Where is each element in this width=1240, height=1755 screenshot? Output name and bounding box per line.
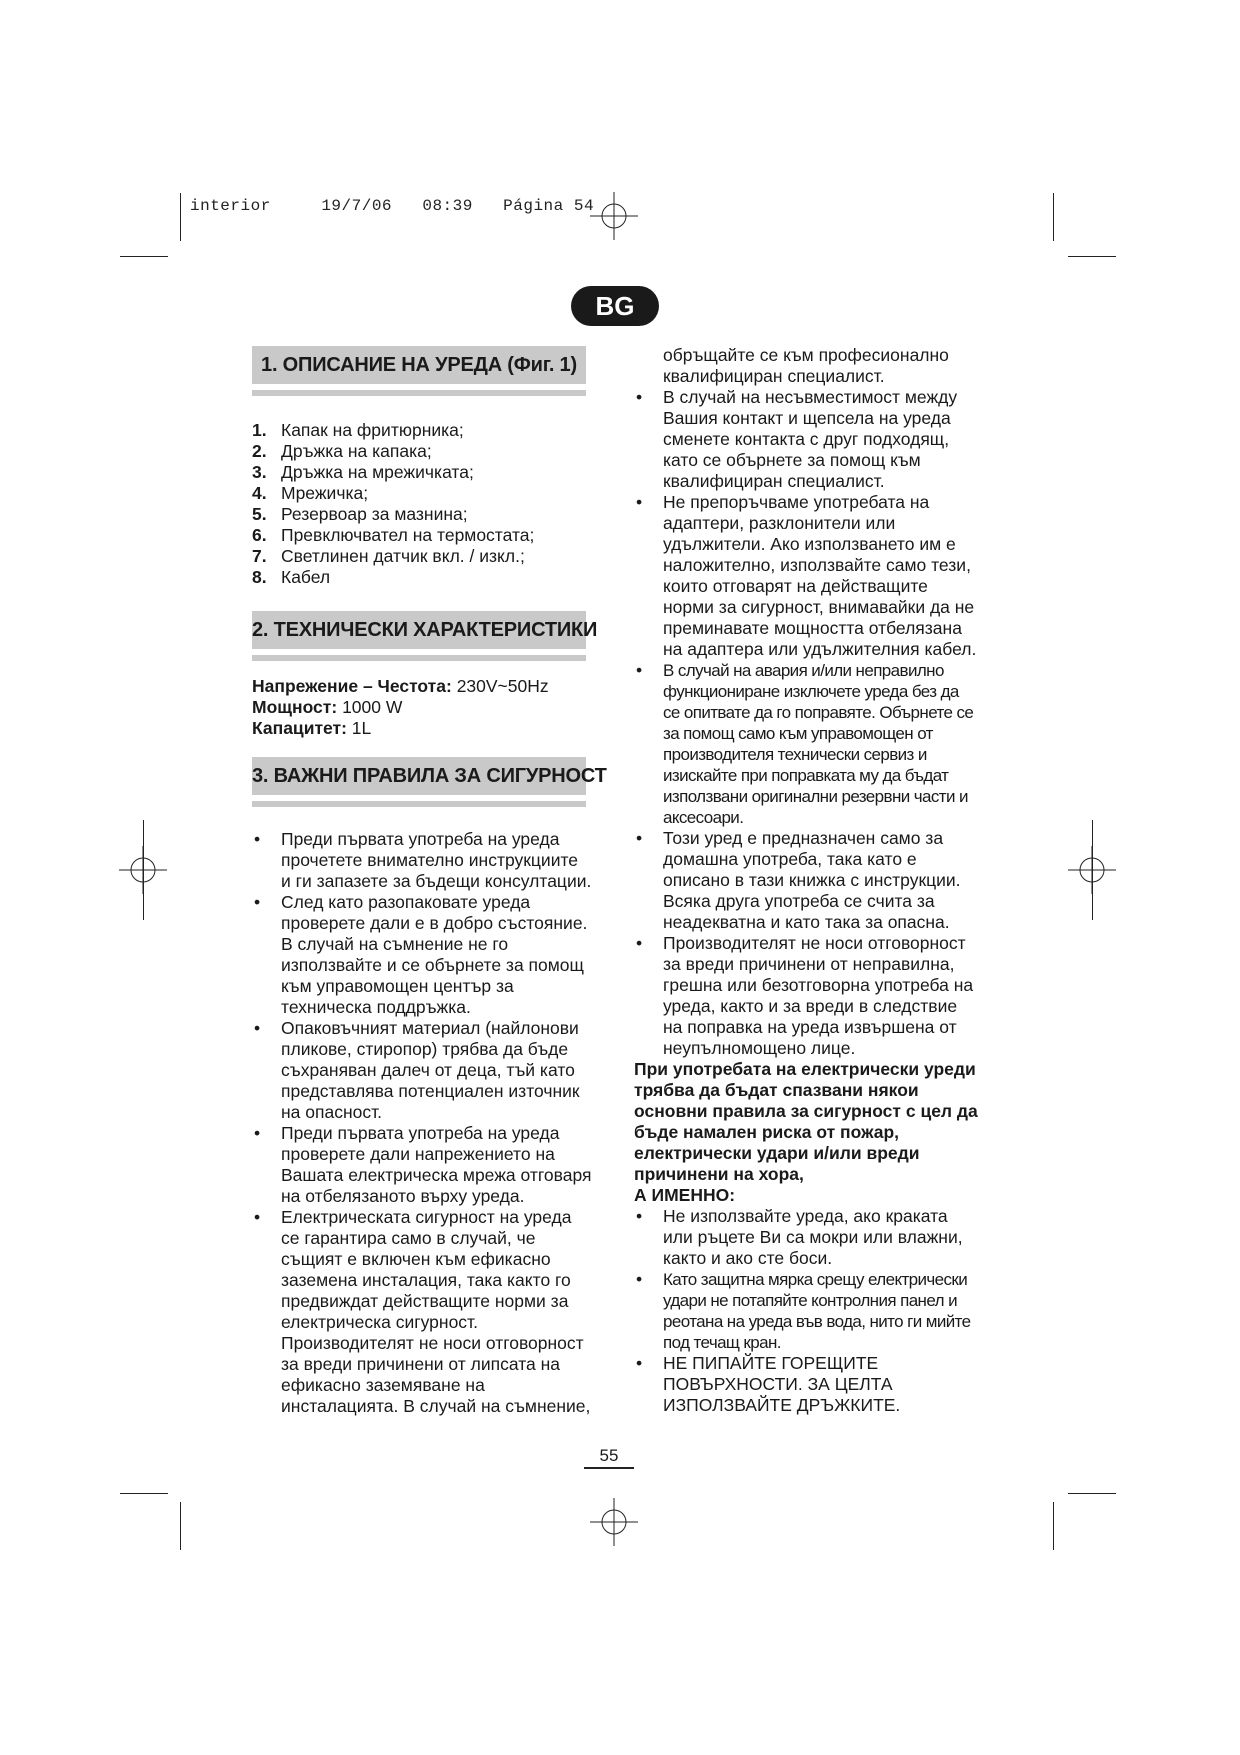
bullet-item [634,492,979,660]
bullet-text: Не препоръчваме употребата на адаптери, разклонители или удължители. Ако използването им е наложително, използвайте само тези, които отговарят на действащите норми за сигурност, внимавайки да не преминавате мощността отбелязана на адаптера или удължителния кабел. [663,492,977,659]
crop-mark [1053,1502,1054,1550]
item-number: 4. [252,483,267,503]
bullet-glyph: • [636,1269,643,1289]
spec-label: Капацитет: [252,718,347,738]
crop-mark [1068,256,1116,257]
section-rule [252,655,586,661]
bold-safety-label: А ИМЕННО: [634,1185,736,1205]
spec-label: Мощност: [252,697,338,717]
bullet-glyph: • [254,829,261,849]
bullet-glyph: • [636,1206,643,1226]
bullet-text: Като защитна мярка срещу електрически удари не потапяйте контролния панел и реотана на уреда във вода, нито ги мийте под течащ кран. [663,1270,971,1352]
crop-mark [180,1502,181,1550]
item-text: Светлинен датчик вкл. / изкл.; [281,546,525,566]
bold-safety-paragraph: При употребата на електрически уреди трябва да бъдат спазвани някои основни правила за сигурност с цел да бъде намален риска от пожар, електрически удари и/или вреди причинени на хора, [634,1059,978,1184]
bullet-glyph: • [254,1123,261,1143]
list-item [252,462,592,483]
registration-mark-bottom [590,1498,638,1546]
bullet-item [634,1206,979,1269]
section-rule [252,390,586,396]
bullet-text: Опаковъчният материал (найлонови пликове, стиропор) трябва да бъде съхраняван далеч от деца, тъй като представлява потенциален източник на опасност. [281,1018,580,1122]
item-number: 3. [252,462,267,482]
safety-bullets-right [634,387,979,1059]
registration-mark-top [590,192,638,240]
bullet-text: Електрическата сигурност на уреда се гарантира само в случай, че същият е включен към ефикасно заземена инсталация, така както го предвиждат действащите норми за електрическа сигурност. Производителят не носи отговорност за вреди причинени от липсата на ефикасно заземяване на инсталацията. В случай на съмнение, [281,1207,591,1416]
bullet-text: В случай на несъвместимост между Вашия контакт и щепсела на уреда сменете контакта с друг подходящ, като се обърнете за помощ към квалифициран специалист. [663,387,958,491]
list-item [252,525,592,546]
registration-mark-left [119,846,167,894]
list-item [252,546,592,567]
bullet-glyph: • [254,1207,261,1227]
bullet-item [634,1353,979,1416]
print-slug-line: interior 19/7/06 08:39 Página 54 [190,197,595,215]
bullet-glyph: • [636,492,643,512]
item-text: Кабел [281,567,331,587]
bullet-glyph: • [254,892,261,912]
section-heading-description: 1. ОПИСАНИЕ НА УРЕДА (Фиг. 1) [252,346,586,384]
bullet-glyph: • [636,933,643,953]
parts-list [252,420,592,588]
item-number: 2. [252,441,267,461]
list-item [252,504,592,525]
item-number: 8. [252,567,267,587]
bullet-glyph: • [636,660,643,680]
spec-value: 1L [346,718,372,738]
bullet-item [634,660,979,828]
item-text: Мрежичка; [281,483,369,503]
right-column [634,345,979,1416]
bullet-item [252,829,592,892]
safety-bullets-left [252,829,592,1417]
safety-bullets-final [634,1206,979,1416]
item-text: Дръжка на мрежичката; [281,462,474,482]
bullet-item [634,1269,979,1353]
list-item [252,420,592,441]
spec-value: 230V~50Hz [451,676,549,696]
spec-row [252,697,592,718]
crop-mark [120,256,168,257]
list-item [252,483,592,504]
item-text: Дръжка на капака; [281,441,432,461]
bullet-item [634,387,979,492]
crop-mark [120,1493,168,1494]
crop-mark [180,193,181,241]
spec-label: Напрежение – Честота: [252,676,452,696]
continuation-text: обръщайте се към професионално квалифициран специалист. [663,345,949,386]
bullet-glyph: • [254,1018,261,1038]
bullet-item [252,1207,592,1417]
crop-mark [1053,193,1054,241]
bullet-text: Преди първата употреба на уреда проверете дали напрежението на Вашата електрическа мрежа отговаря на отбелязаното върху уреда. [281,1123,592,1206]
bullet-item [634,828,979,933]
registration-mark-right [1068,846,1116,894]
item-number: 5. [252,504,267,524]
bullet-text: Преди първата употреба на уреда прочетете внимателно инструкциите и ги запазете за бъдещи консултации. [281,829,592,891]
left-column [252,346,607,1417]
item-number: 6. [252,525,267,545]
bullet-glyph: • [636,387,643,407]
bullet-item [252,1018,592,1123]
bullet-text: Този уред е предназначен само за домашна употреба, така като е описано в тази книжка с инструкции. Всяка друга употреба се счита за неадекватна и като така за опасна. [663,828,961,932]
bullet-item [252,1123,592,1207]
item-number: 1. [252,420,267,440]
bullet-item [252,892,592,1018]
bullet-text: НЕ ПИПАЙТЕ ГОРЕЩИТЕ ПОВЪРХНОСТИ. ЗА ЦЕЛТА ИЗПОЛЗВАЙТЕ ДРЪЖКИТЕ. [663,1353,901,1415]
bullet-text: Не използвайте уреда, ако краката или ръцете Ви са мокри или влажни, както и ако сте боси. [663,1206,963,1268]
page-number: 55 [584,1446,634,1469]
bullet-glyph: • [636,828,643,848]
spec-row [252,718,592,739]
bullet-text: След като разопаковате уреда проверете дали е в добро състояние. В случай на съмнение не го използвайте и се обърнете за помощ към упpавомощен център за техническа поддръжка. [281,892,588,1017]
bullet-text: Производителят не носи отговорност за вреди причинени от неправилна, грешна или безотговорна употреба на уреда, както и за вреди в следствие на поправка на уреда извършена от неупълномощено лице. [663,933,974,1058]
list-item [252,441,592,462]
item-number: 7. [252,546,267,566]
item-text: Резервоар за мазнина; [281,504,468,524]
spec-row [252,676,592,697]
crop-mark [1068,1493,1116,1494]
item-text: Капак на фритюрника; [281,420,464,440]
section-rule [252,801,586,807]
item-text: Превключвател на термостата; [281,525,535,545]
bullet-item [634,933,979,1059]
bullet-glyph: • [636,1353,643,1373]
list-item [252,567,592,588]
bullet-text: В случай на авария и/или неправилно функциониране изключете уреда без да се опитвате да го поправяте. Обърнете се за помощ само към упpавомощен от производителя технически сервиз и изискайте при поправката му да бъдат използвани оригинални резервни части и аксесоари. [663,661,974,827]
specs-list [252,676,592,739]
spec-value: 1000 W [337,697,403,717]
section-heading-specs: 2. ТЕХНИЧЕСКИ ХАРАКТЕРИСТИКИ [252,611,586,649]
language-badge: BG [571,286,659,326]
section-heading-safety: 3. ВАЖНИ ПРАВИЛА ЗА СИГУРНОСТ [252,757,586,795]
